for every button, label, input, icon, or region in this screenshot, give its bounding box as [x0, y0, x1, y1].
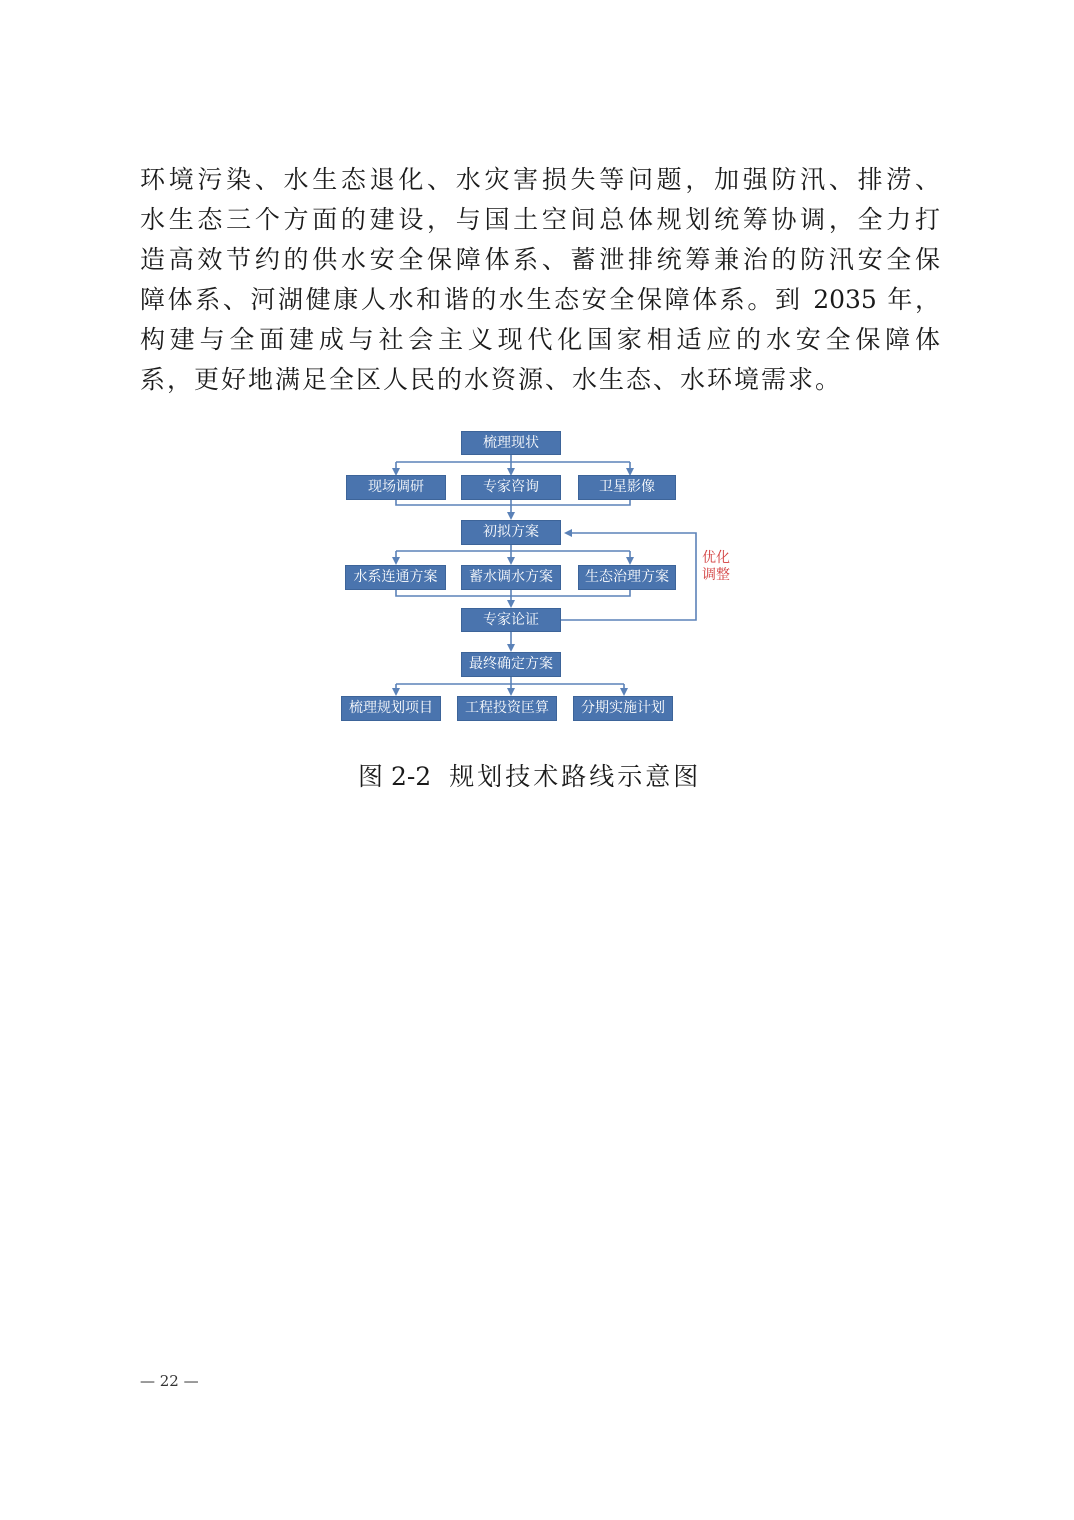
- flow-box-draft-plan: 初拟方案: [461, 520, 561, 545]
- flow-box-field-survey: 现场调研: [346, 475, 446, 500]
- figure-caption: [358, 757, 738, 793]
- flow-box-satellite-imagery: 卫星影像: [578, 475, 676, 500]
- flow-box-eco-governance: 生态治理方案: [578, 565, 676, 590]
- paragraph-line-3: 造高效节约的供水安全保障体系、蓄泄排统筹兼治的防汛安全保: [140, 245, 940, 274]
- flow-box-project-list: 梳理规划项目: [341, 696, 441, 721]
- paragraph-line-5: 构建与全面建成与社会主义现代化国家相适应的水安全保障体: [140, 325, 940, 354]
- paragraph-line-4: 障体系、河湖健康人水和谐的水生态安全保障体系。到 2035 年，: [140, 285, 940, 314]
- paragraph-line-6: 系，更好地满足全区人民的水资源、水生态、水环境需求。: [140, 365, 843, 394]
- body-paragraph: [140, 160, 940, 400]
- flow-box-expert-consultation: 专家咨询: [461, 475, 561, 500]
- connector-step4-merge: [396, 589, 630, 596]
- flow-box-phased-plan: 分期实施计划: [573, 696, 673, 721]
- feedback-label-line-1: 优化: [702, 550, 730, 566]
- flow-box-review-status: 梳理现状: [461, 431, 561, 455]
- flow-box-water-connectivity: 水系连通方案: [345, 565, 446, 590]
- figure-title: 规划技术路线示意图: [449, 762, 702, 791]
- feedback-label-line-2: 调整: [702, 567, 730, 583]
- flow-box-expert-review: 专家论证: [461, 608, 561, 632]
- page-number: — 22 —: [140, 1372, 199, 1390]
- paragraph-line-2: 水生态三个方面的建设，与国土空间总体规划统筹协调，全力打: [140, 205, 940, 234]
- figure-number: 图 2-2: [358, 762, 432, 791]
- flow-box-final-plan: 最终确定方案: [461, 652, 561, 677]
- flow-box-investment-estimate: 工程投资匡算: [457, 696, 557, 721]
- flow-box-storage-transfer: 蓄水调水方案: [461, 565, 561, 590]
- feedback-label: [702, 550, 736, 584]
- paragraph-line-1: 环境污染、水生态退化、水灾害损失等问题，加强防汛、排涝、: [140, 165, 940, 194]
